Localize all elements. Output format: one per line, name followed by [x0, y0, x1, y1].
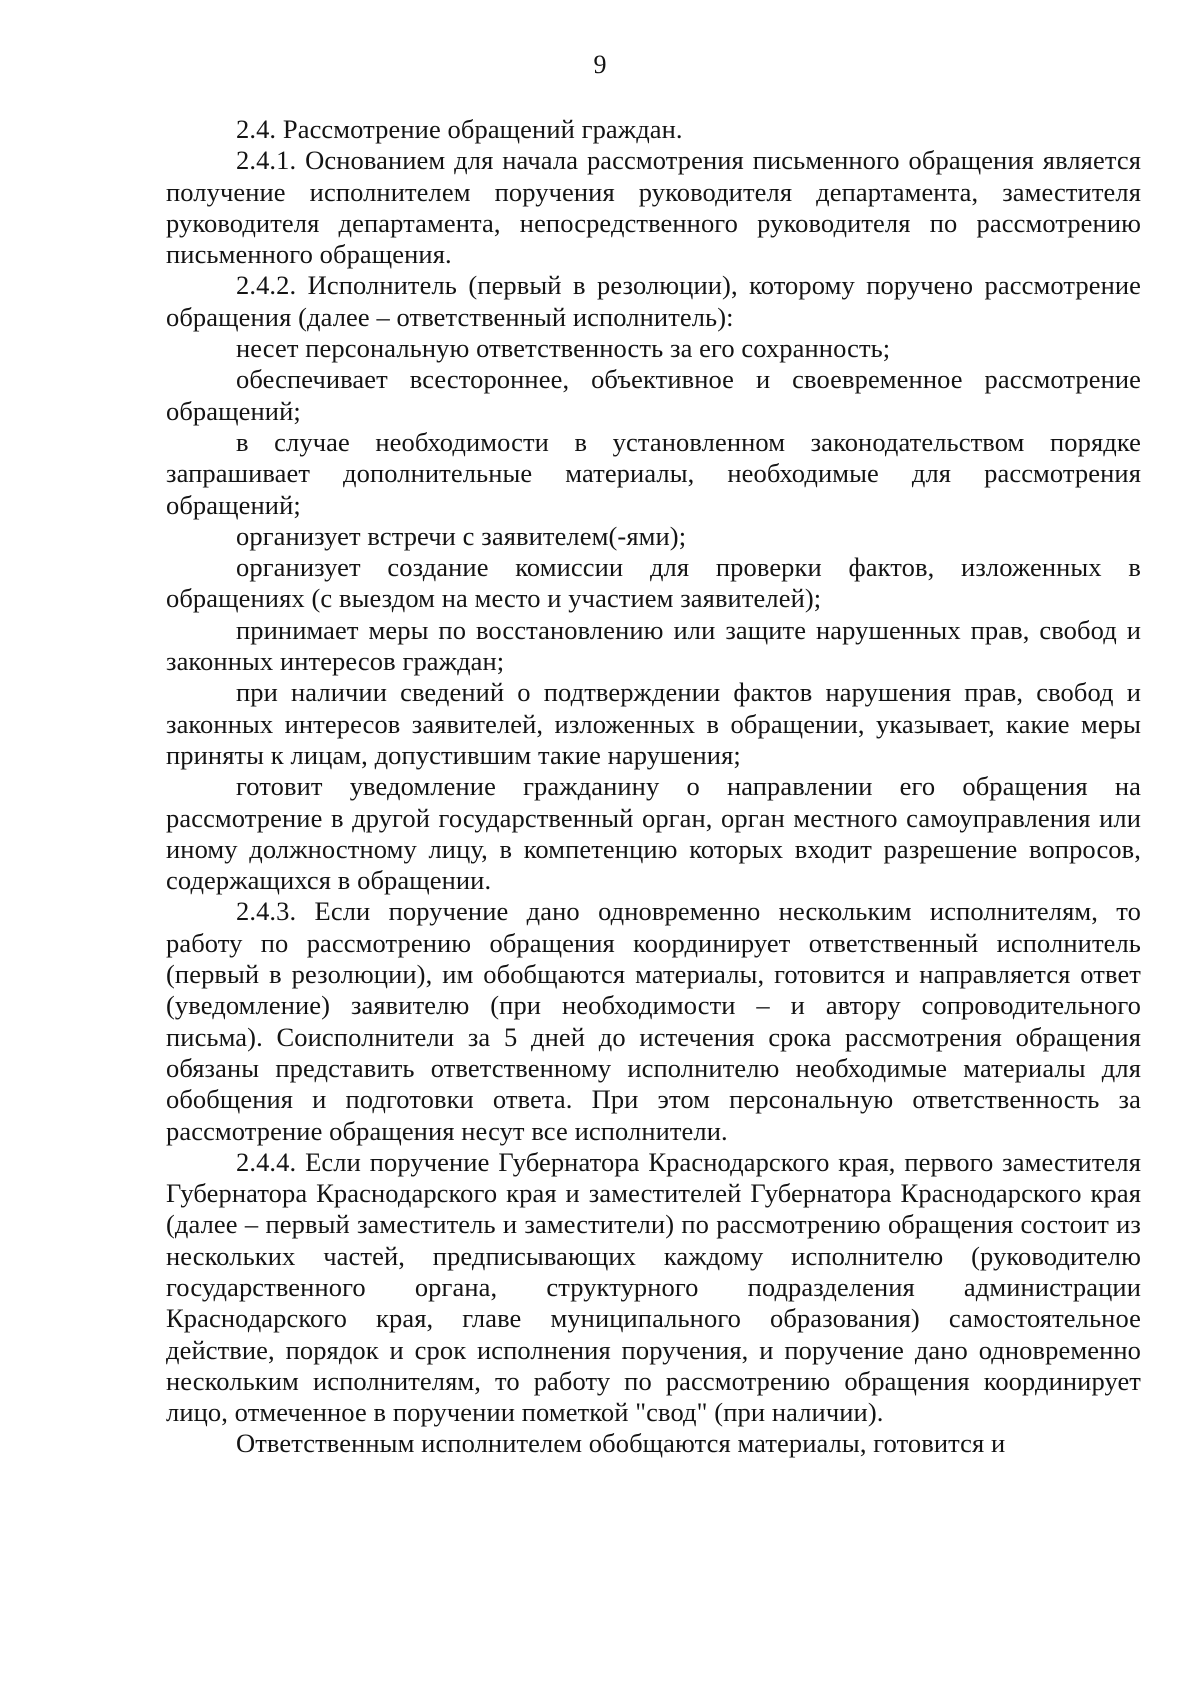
paragraph-continuation: Ответственным исполнителем обобщаются материалы, готовится и	[236, 1428, 1006, 1459]
list-item: готовит уведомление гражданину о направлении его обращения на рассмотрение в другой государственный орган, орган местного самоуправления или иному должностному лицу, в компетенцию которых входит разрешение вопросов, содержащихся в обращении.	[166, 771, 1141, 896]
list-item: при наличии сведений о подтверждении фактов нарушения прав, свобод и законных интересов заявителей, изложенных в обращении, указывает, какие меры приняты к лицам, допустившим такие нарушения;	[166, 677, 1141, 770]
paragraph-2-4-4: 2.4.4. Если поручение Губернатора Краснодарского края, первого заместителя Губернатора Краснодарского края и заместителей Губернатора Краснодарского края (далее – первый заместитель и заместители) по рассмотрению обращения состоит из нескольких частей, предписывающих каждому исполнителю (руководителю государственного органа, структурного подразделения администрации Краснодарского края, главе муниципального образования) самостоятельное действие, порядок и срок исполнения поручения, и поручение дано одновременно нескольким исполнителям, то работу по рассмотрению обращения координирует лицо, отмеченное в поручении пометкой "свод" (при наличии).	[166, 1146, 1141, 1428]
document-body	[166, 114, 1141, 1460]
list-item: организует встречи с заявителем(-ями);	[236, 520, 687, 551]
paragraph-2-4-2: 2.4.2. Исполнитель (первый в резолюции), которому поручено рассмотрение обращения (далее – ответственный исполнитель):	[166, 270, 1141, 332]
list-item: обеспечивает всестороннее, объективное и своевременное рассмотрение обращений;	[166, 364, 1141, 426]
list-item: принимает меры по восстановлению или защите нарушенных прав, свобод и законных интересов граждан;	[166, 614, 1141, 677]
list-item: организует создание комиссии для проверки фактов, изложенных в обращениях (с выездом на место и участием заявителей);	[166, 552, 1141, 614]
paragraph-2-4-3: 2.4.3. Если поручение дано одновременно нескольким исполнителям, то работу по рассмотрению обращения координирует ответственный исполнитель (первый в резолюции), им обобщаются материалы, готовится и направляется ответ (уведомление) заявителю (при необходимости – и автору сопроводительного письма). Соисполнители за 5 дней до истечения срока рассмотрения обращения обязаны представить ответственному исполнителю необходимые материалы для обобщения и подготовки ответа. При этом персональную ответственность за рассмотрение обращения несут все исполнители.	[166, 896, 1141, 1146]
section-heading: 2.4. Рассмотрение обращений граждан.	[236, 114, 683, 144]
list-item: несет персональную ответственность за его сохранность;	[236, 333, 891, 364]
page-number: 9	[593, 50, 607, 79]
paragraph-2-4-1: 2.4.1. Основанием для начала рассмотрения письменного обращения является получение исполнителем поручения руководителя департамента, заместителя руководителя департамента, непосредственного руководителя по рассмотрению письменного обращения.	[166, 145, 1141, 270]
list-item: в случае необходимости в установленном законодательством порядке запрашивает дополнительные материалы, необходимые для рассмотрения обращений;	[166, 426, 1141, 520]
